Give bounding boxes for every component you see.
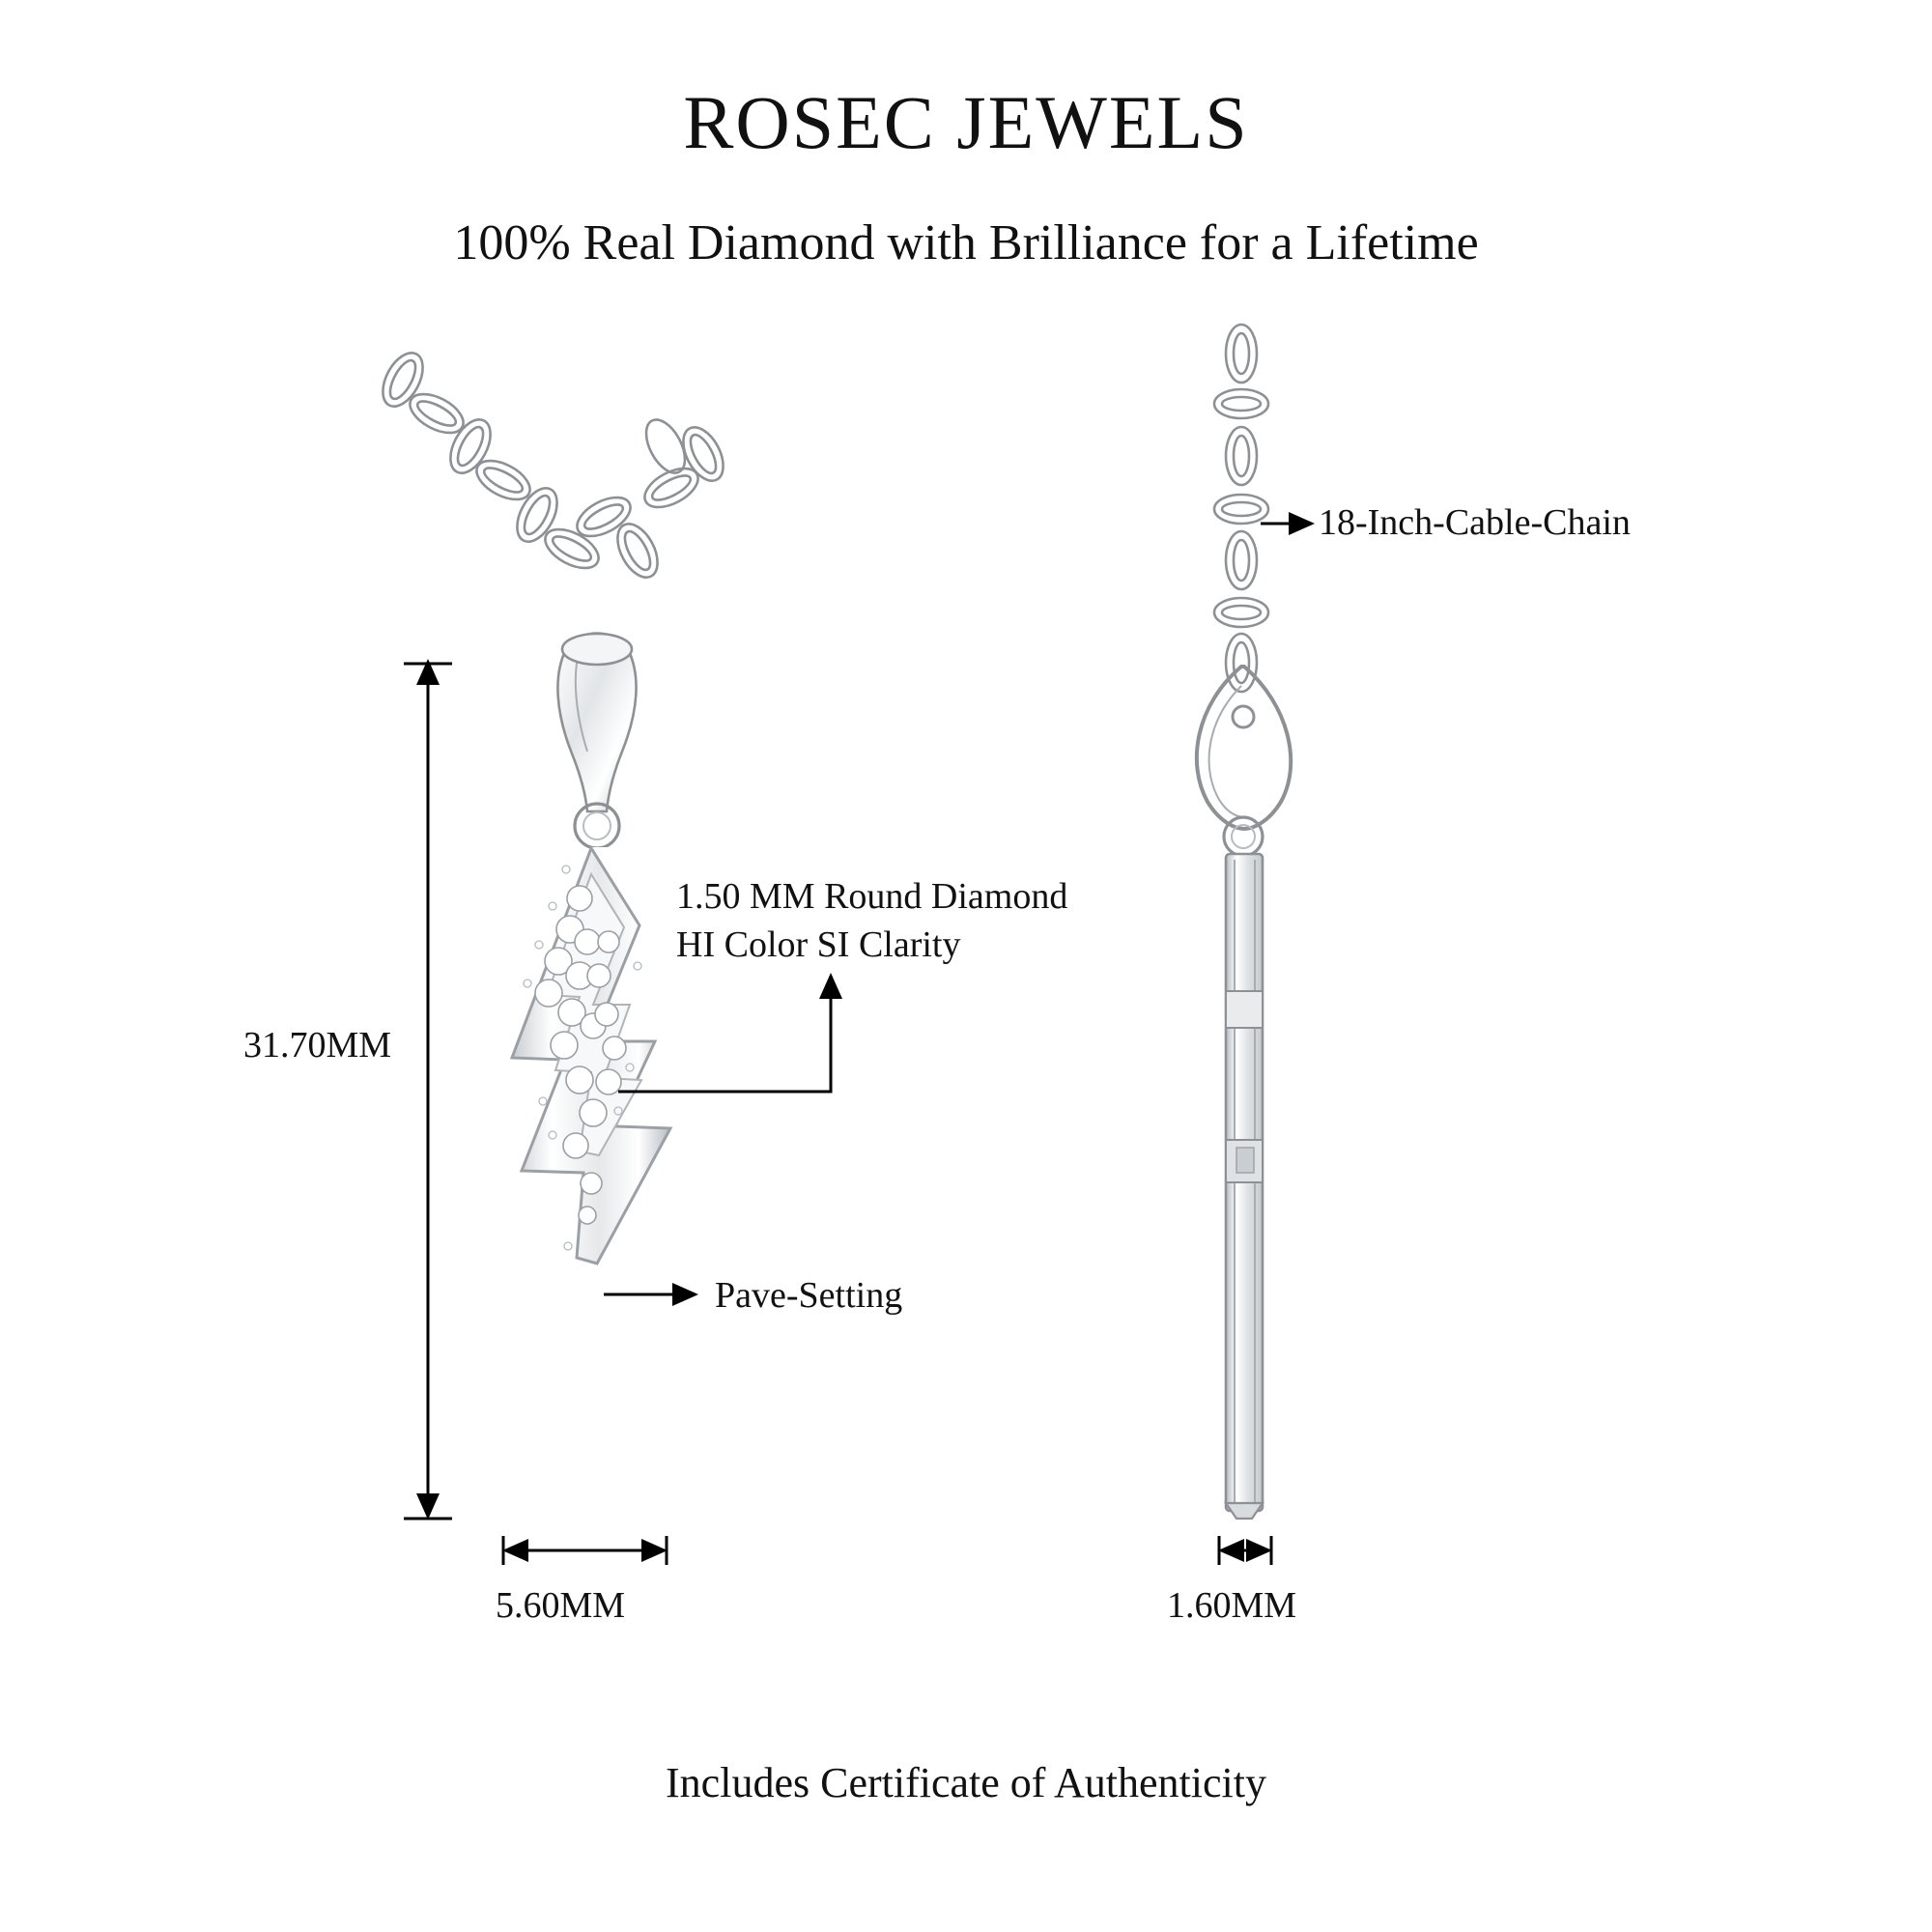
annotation-chain: 18-Inch-Cable-Chain [1319, 502, 1631, 543]
stone-callout-leader [618, 976, 831, 1092]
front-view-chain [375, 347, 731, 584]
height-dimension [404, 662, 452, 1519]
side-width-dimension [1219, 1536, 1271, 1565]
front-width-dimension [503, 1536, 667, 1565]
side-view-bail [1197, 667, 1291, 856]
annotation-stone-line2: HI Color SI Clarity [676, 924, 961, 965]
side-view-body [1226, 854, 1263, 1519]
annotation-pave-setting: Pave-Setting [715, 1275, 903, 1316]
front-view-bail [557, 634, 636, 849]
certificate-note: Includes Certificate of Authenticity [666, 1759, 1266, 1806]
dimension-front-width-label: 5.60MM [496, 1585, 626, 1626]
dimension-side-width-label: 1.60MM [1167, 1585, 1297, 1626]
front-view-pendant [509, 847, 670, 1264]
page-title: ROSEC JEWELS [683, 80, 1249, 164]
side-view-chain [1214, 325, 1268, 692]
annotation-stone-line1: 1.50 MM Round Diamond [676, 876, 1068, 917]
page-subtitle: 100% Real Diamond with Brilliance for a Lifetime [453, 215, 1479, 270]
dimension-height-label: 31.70MM [243, 1025, 392, 1065]
